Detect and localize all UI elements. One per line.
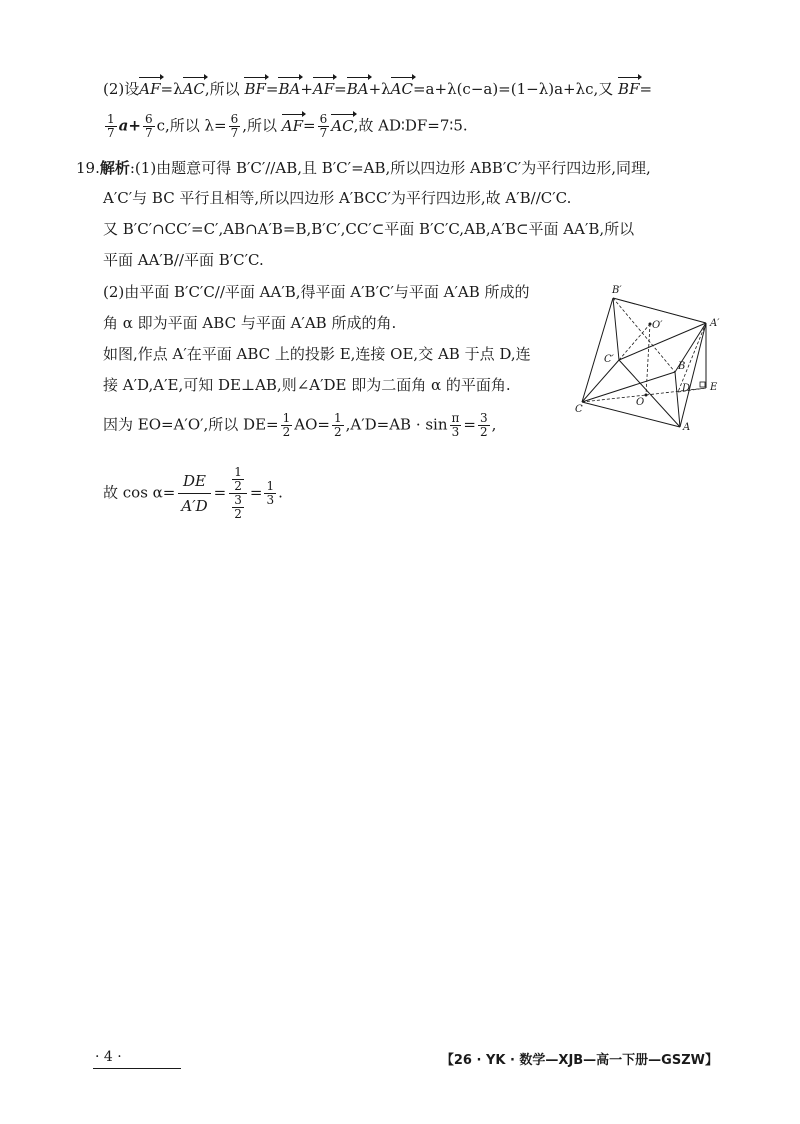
label-O: O <box>636 397 645 408</box>
q19-line6: 角 α 即为平面 ABC 与平面 A′AB 所成的角. <box>103 314 397 332</box>
geometry-figure <box>570 282 730 432</box>
q19-line5: (2)由平面 B′C′C//平面 AA′B,得平面 A′B′C′与平面 A′AB 所成的 <box>103 283 530 301</box>
q19-line4: 平面 AA′B//平面 B′C′C. <box>103 251 264 269</box>
document-code: 【26 · YK · 数学—XJB—高一下册—GSZW】 <box>440 1053 718 1068</box>
q19-line8: 接 A′D,A′E,可知 DE⊥AB,则∠A′DE 即为二面角 α 的平面角. <box>103 376 511 394</box>
label-E: E <box>710 382 718 393</box>
edge-Cp-A <box>619 360 680 427</box>
label-D: D <box>682 383 691 394</box>
prev-part2-line2: $\frac{1}{7}$ a+ $\frac{6}{7}$ c,所以 λ= $\frac{6}{7}$ ,所以 AF= $\frac{6}{7}$ AC,故 AD∶DF=7∶5. <box>107 112 468 140</box>
q19-number: 19. <box>76 159 100 177</box>
edge-B-A <box>675 372 680 427</box>
q19-line1: 19.解析:(1)由题意可得 B′C′//AB,且 B′C′=AB,所以四边形 ABB′C′为平行四边形,同理, <box>76 159 651 177</box>
q19-label: 解析 <box>99 159 130 177</box>
label-Ap: A′ <box>710 318 720 329</box>
right-angle-mark <box>700 382 705 387</box>
hidden-O-E <box>646 388 706 395</box>
label-Op: O′ <box>652 320 663 331</box>
label-B: B <box>678 361 686 372</box>
q19-line2: A′C′与 BC 平行且相等,所以四边形 A′BCC′为平行四边形,故 A′B//C′C. <box>103 189 572 207</box>
edge-Ap-A <box>680 323 706 427</box>
edge-Bp-C <box>582 298 613 402</box>
point-O <box>645 394 648 397</box>
page-number-rule <box>93 1068 181 1069</box>
label-A: A <box>683 422 691 432</box>
edge-Bp-Cp <box>613 298 619 360</box>
label-C: C <box>575 404 583 415</box>
label-Cp: C′ <box>604 354 614 365</box>
q19-line7: 如图,作点 A′在平面 ABC 上的投影 E,连接 OE,交 AB 于点 D,连 <box>103 345 531 363</box>
edge-C-B <box>582 372 675 402</box>
label-Bp: B′ <box>612 285 622 296</box>
q19-line9: 因为 EO=A′O′,所以 DE= $\frac{1}{2}$ AO= $\frac{1}{2}$ ,A′D=AB · sin $\frac{\pi}{3}$ = $\frac{3}{2}$ , <box>103 411 497 439</box>
q19-line3: 又 B′C′∩CC′=C′,AB∩A′B=B,B′C′,CC′⊂平面 B′C′C,AB,A′B⊂平面 AA′B,所以 <box>103 220 635 238</box>
hidden-Bp-B <box>613 298 675 372</box>
hidden-Op-O <box>646 324 650 395</box>
hidden-Cp-Ap <box>619 324 650 360</box>
edge-Ap-Cp <box>619 323 706 360</box>
page-number: · 4 · <box>95 1049 122 1065</box>
q19-line10: 故 cos α= $\frac{DE}{A'D}$ = $\frac{\frac{1}{2}}{\frac{3}{2}}$ = $\frac{1}{3}$ . <box>103 465 283 521</box>
prev-part2-line1: (2)设AF=λAC,所以 BF=BA+AF=BA+λAC=a+λ(c−a)=(1−λ)a+λc,又 BF= <box>103 80 653 98</box>
edge-C-A <box>582 402 680 427</box>
